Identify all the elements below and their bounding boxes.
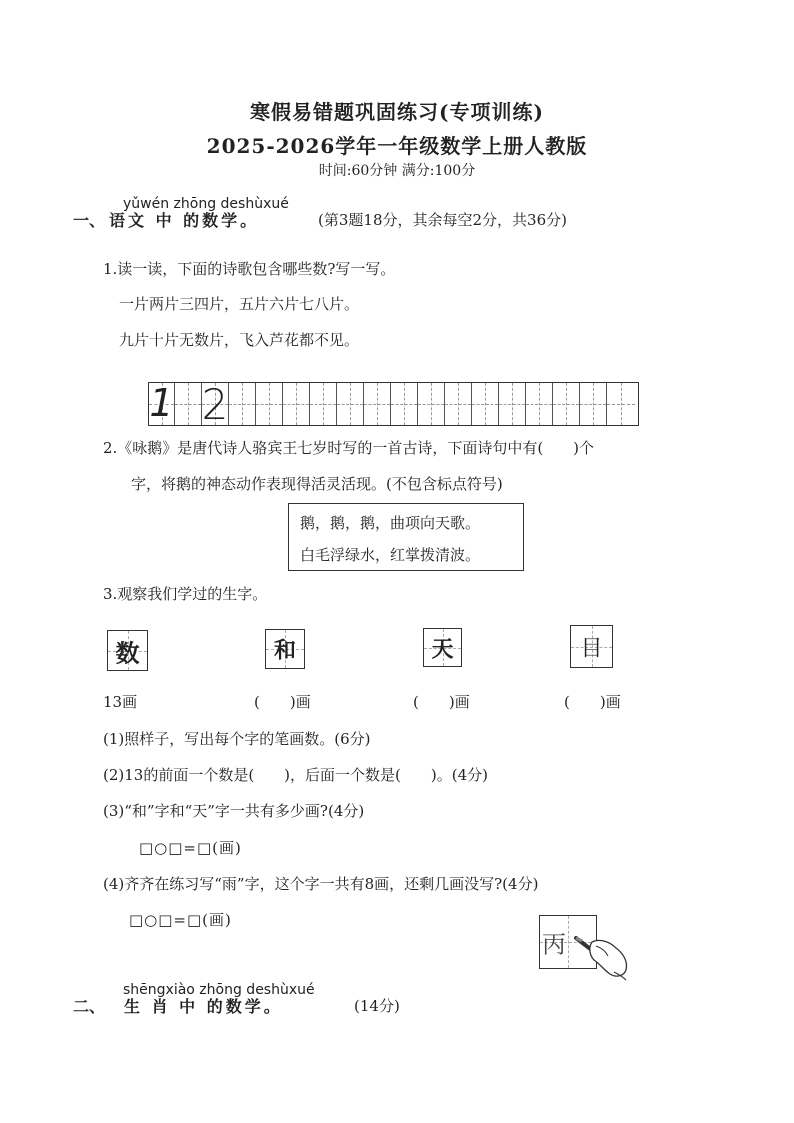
- exam-meta: 时间:60分钟 满分:100分: [318, 163, 476, 179]
- grid-cell[interactable]: [445, 383, 472, 425]
- q3-sub-3: (3)“和”字和“天”字一共有多少画?(4分): [103, 802, 365, 820]
- section1-pinyin: yǔwén zhōng deshùxué: [123, 196, 289, 212]
- section2-number: 二、: [73, 997, 106, 1016]
- section2-scoring: (14分): [354, 997, 400, 1015]
- q3-sub-3-formula[interactable]: □○□=□(画): [139, 839, 242, 857]
- grid-cell[interactable]: [364, 383, 391, 425]
- grid-sample-2: 2: [201, 380, 229, 429]
- grid-cell[interactable]: [337, 383, 364, 425]
- grid-cell[interactable]: [472, 383, 499, 425]
- char-mu: 目: [580, 636, 603, 661]
- char-tian: 天: [431, 636, 454, 662]
- grid-cell[interactable]: [418, 383, 445, 425]
- q3-sub-2: (2)13的前面一个数是( )，后面一个数是( )。(4分): [103, 766, 488, 784]
- char-box-shu: [107, 630, 148, 671]
- grid-cell[interactable]: [499, 383, 526, 425]
- char-box-tian: [423, 628, 462, 667]
- grid-cell[interactable]: [256, 383, 283, 425]
- char-shu: 数: [115, 638, 140, 667]
- q1-poem-line-2: 九片十片无数片，飞入芦花都不见。: [119, 331, 360, 349]
- grid-cell[interactable]: [149, 383, 175, 425]
- title-line-2: 2025-2026学年一年级数学上册人教版: [206, 134, 588, 158]
- q3-sub-1: (1)照样子，写出每个字的笔画数。(6分): [103, 730, 371, 748]
- writing-hand-icon: [570, 928, 632, 982]
- grid-cell[interactable]: [607, 383, 635, 425]
- grid-cell[interactable]: [526, 383, 553, 425]
- q2-prompt-line-1: 2.《咏鹅》是唐代诗人骆宾王七岁时写的一首古诗，下面诗句中有( )个: [103, 439, 595, 457]
- char-he: 和: [273, 637, 296, 664]
- grid-sample-1: 1: [149, 381, 174, 425]
- stroke-count-3[interactable]: ( )画: [413, 693, 470, 711]
- char-box-he: [265, 629, 305, 669]
- char-box-mu: [570, 625, 613, 668]
- grid-cell[interactable]: [201, 380, 229, 429]
- q1-poem-line-1: 一片两片三四片，五片六片七八片。: [119, 295, 360, 313]
- goose-poem-box: [288, 503, 524, 571]
- number-writing-grid: [148, 380, 639, 429]
- section1-number: 一、: [73, 211, 106, 230]
- section1-heading: 语文 中 的数学。: [109, 211, 260, 230]
- title-line-1: 寒假易错题巩固练习(专项训练): [250, 100, 544, 124]
- grid-cell[interactable]: [283, 383, 310, 425]
- section2-heading: 生 肖 中 的数学。: [124, 997, 283, 1016]
- q3-prompt: 3.观察我们学过的生字。: [103, 585, 268, 603]
- q1-prompt: 1.读一读，下面的诗歌包含哪些数?写一写。: [103, 260, 396, 278]
- grid-cell[interactable]: [580, 383, 607, 425]
- grid-cell[interactable]: [391, 383, 418, 425]
- stroke-count-1: 13画: [103, 693, 138, 711]
- q3-sub-4-formula[interactable]: □○□=□(画): [129, 911, 232, 929]
- section1-scoring: (第3题18分，其余每空2分，共36分): [318, 211, 567, 229]
- section2-pinyin: shēngxiào zhōng deshùxué: [123, 982, 315, 998]
- grid-cell[interactable]: [310, 383, 337, 425]
- q2-prompt-line-2: 字，将鹅的神态动作表现得活灵活现。(不包含标点符号): [131, 475, 503, 493]
- stroke-count-2[interactable]: ( )画: [254, 693, 311, 711]
- rain-char-partial: 丙: [542, 930, 566, 959]
- q2-poem-line-1: 鹅，鹅，鹅，曲项向天歌。: [300, 514, 481, 532]
- q2-poem-line-2: 白毛浮绿水，红掌拨清波。: [300, 546, 481, 564]
- grid-cell[interactable]: [229, 383, 256, 425]
- q3-sub-4: (4)齐齐在练习写“雨”字，这个字一共有8画，还剩几画没写?(4分): [103, 875, 539, 893]
- grid-cell[interactable]: [553, 383, 580, 425]
- stroke-count-4[interactable]: ( )画: [564, 693, 621, 711]
